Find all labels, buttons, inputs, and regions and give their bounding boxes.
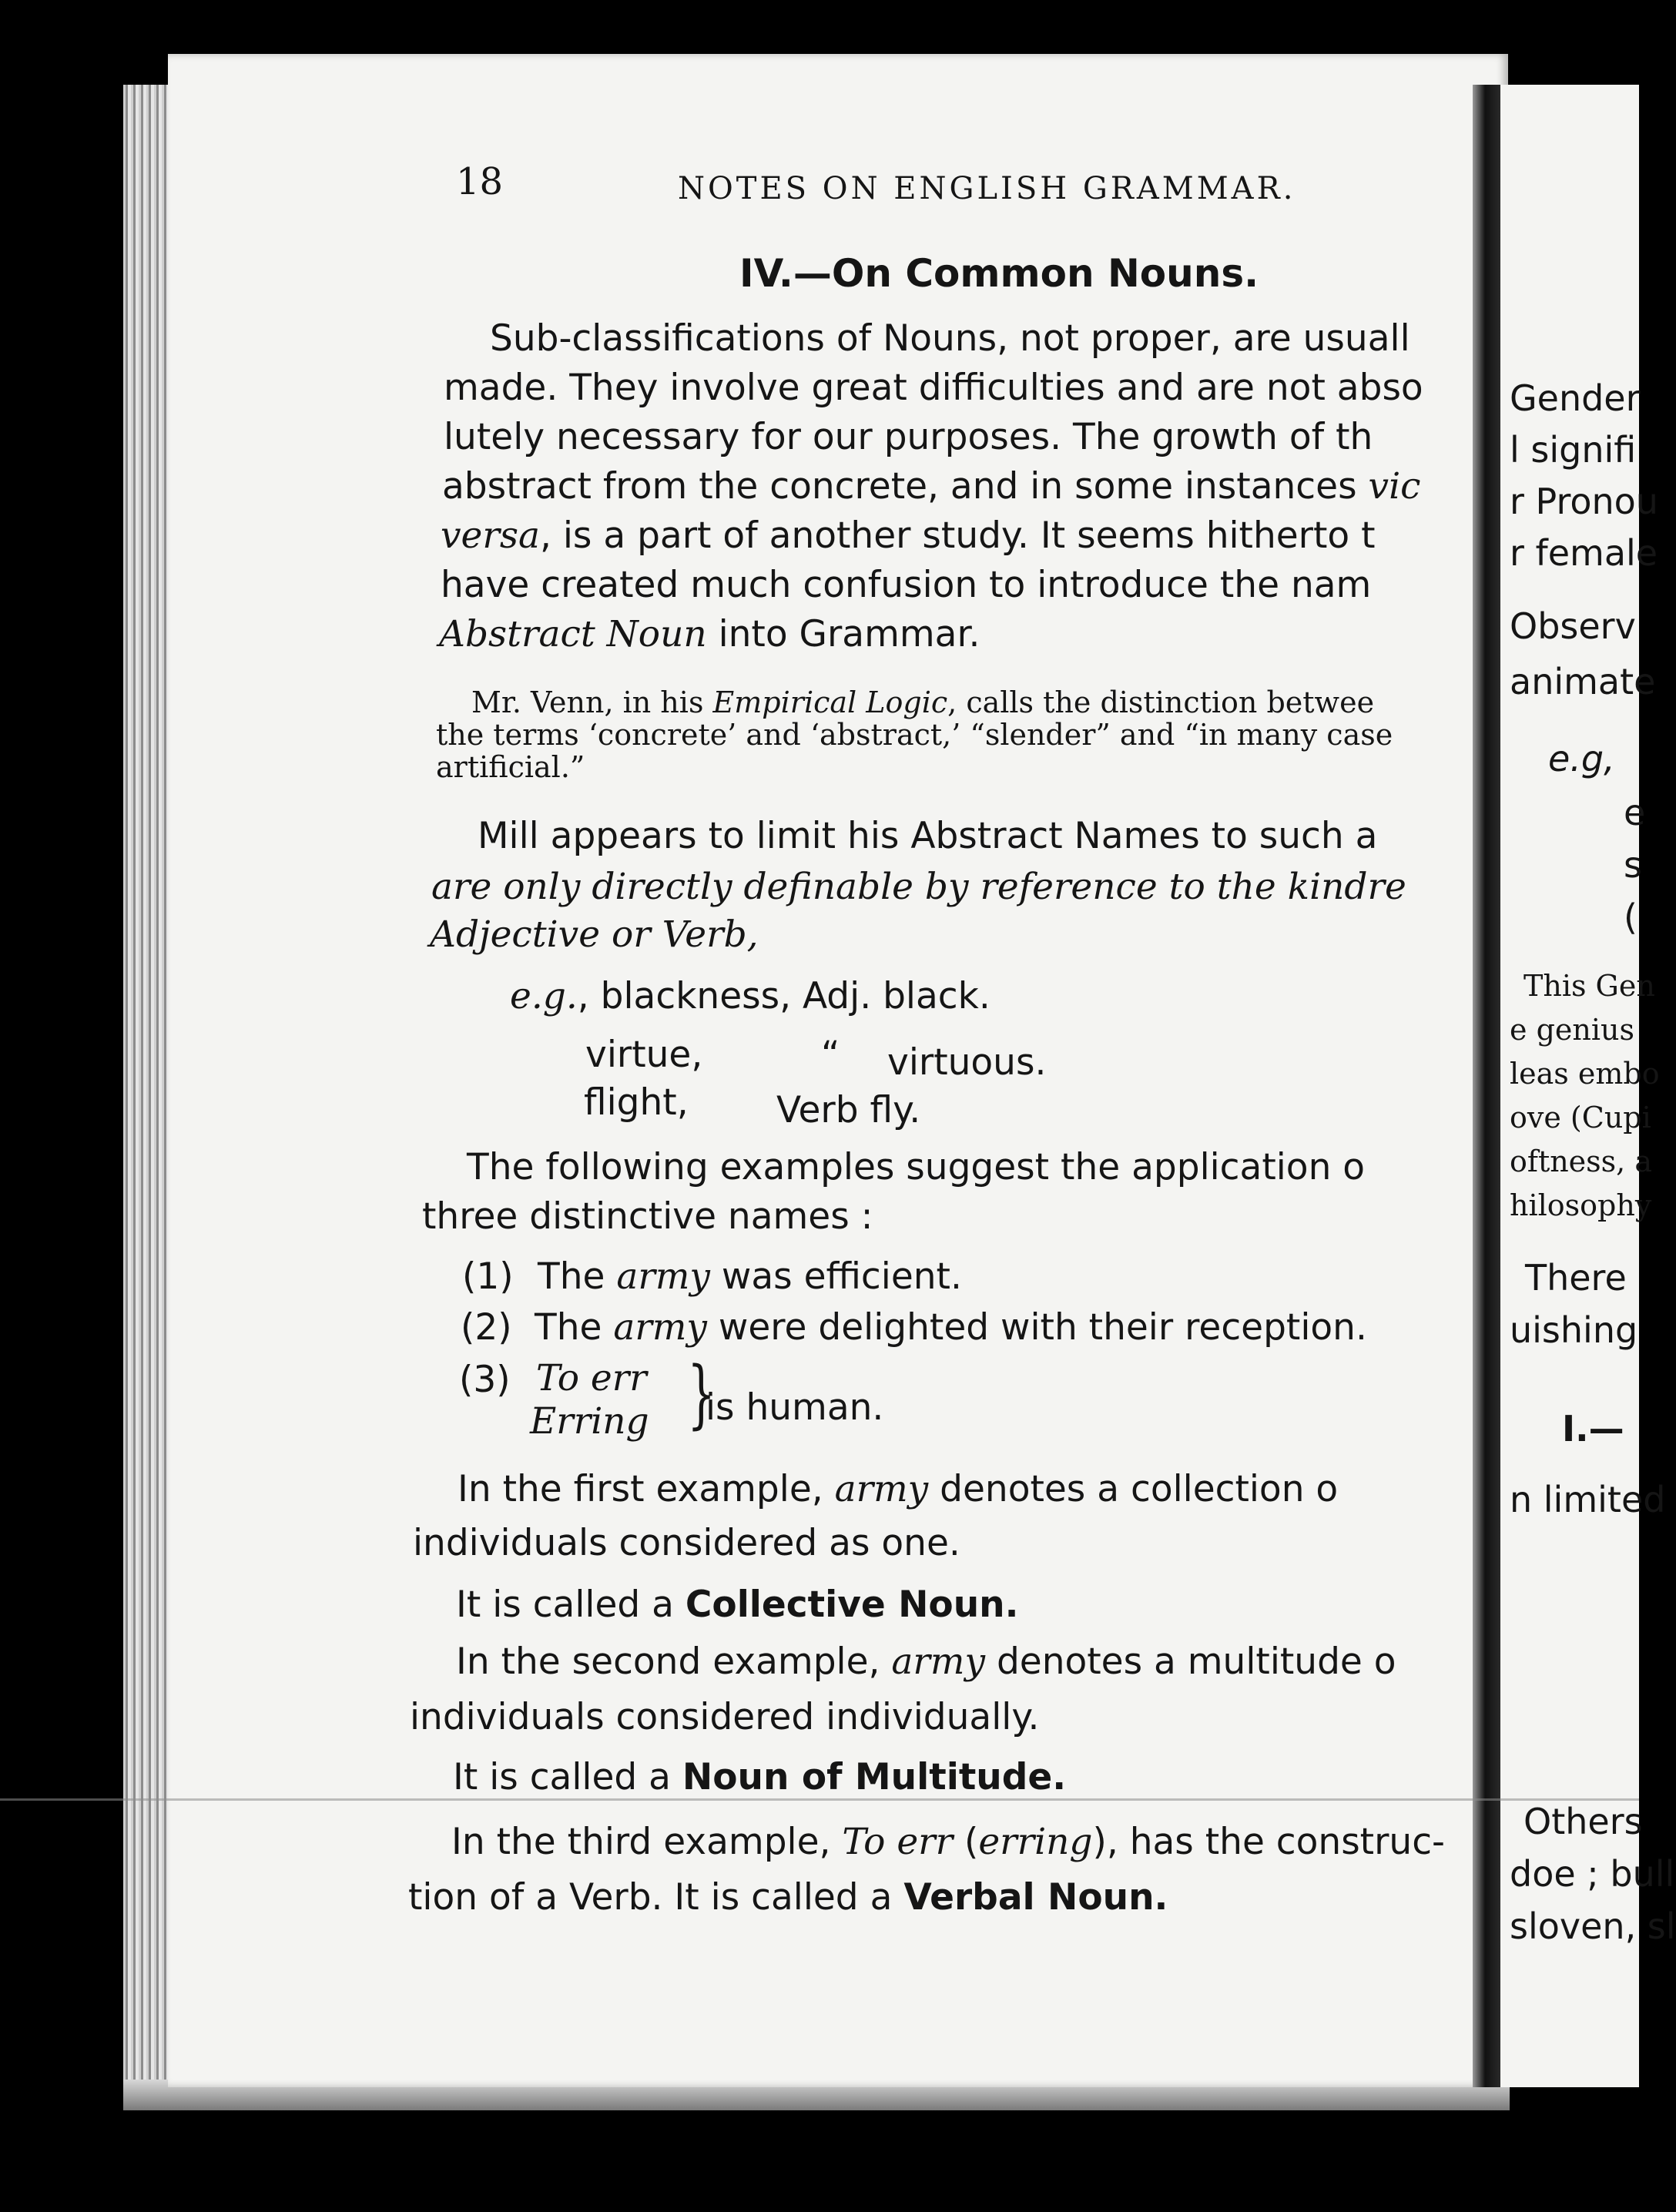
paragraph-line: abstract from the concrete, and in some instances vic <box>442 465 1421 508</box>
paragraph-line: It is called a Collective Noun. <box>456 1584 1019 1626</box>
paragraph-line: versa, is a part of another study. It seems hitherto t <box>441 514 1376 557</box>
paragraph-line: Adjective or Verb, <box>430 913 759 956</box>
list-item: The army was efficient. <box>538 1255 962 1298</box>
facing-line: n limited <box>1510 1479 1666 1520</box>
paragraph-line: made. They involve great difficulties and are not abso <box>444 367 1423 409</box>
running-title: NOTES ON ENGLISH GRAMMAR. <box>678 171 1296 206</box>
facing-line: This Gen <box>1523 969 1655 1003</box>
facing-line: oftness, a <box>1510 1145 1652 1178</box>
facing-line: leas embo <box>1510 1057 1660 1091</box>
paragraph-line: have created much confusion to introduce the nam <box>441 564 1372 606</box>
facing-line: Observ <box>1510 605 1636 647</box>
list-item: Erring <box>530 1400 649 1443</box>
paragraph-line: Sub-classifications of Nouns, not proper, are usuall <box>490 317 1410 360</box>
paragraph-line: The following examples suggest the application o <box>467 1146 1366 1188</box>
facing-line: ( <box>1624 897 1637 938</box>
example-word: virtuous. <box>887 1041 1047 1084</box>
facing-line: r female <box>1510 532 1658 574</box>
facing-line: r Pronou <box>1510 481 1658 522</box>
paragraph-line: individuals considered individually. <box>410 1696 1040 1738</box>
paragraph-line: three distinctive names : <box>422 1195 873 1238</box>
paragraph-line: In the third example, To err (erring), has the construc- <box>451 1821 1446 1863</box>
section-heading: IV.—On Common Nouns. <box>739 251 1259 296</box>
example-word: Verb fly. <box>776 1089 921 1131</box>
list-item: The army were delighted with their reception. <box>535 1306 1367 1349</box>
list-number: (1) <box>462 1255 514 1298</box>
facing-line: hilosophy <box>1510 1188 1652 1222</box>
facing-line: e genius <box>1510 1013 1634 1047</box>
facing-line: uishing <box>1510 1309 1638 1351</box>
facing-line: ove (Cupi <box>1510 1101 1651 1134</box>
facing-line: Gender <box>1510 377 1641 419</box>
paragraph-line: individuals considered as one. <box>413 1522 960 1564</box>
facing-line: sloven, sl <box>1510 1905 1676 1947</box>
facing-line: e.g, <box>1548 738 1615 779</box>
facing-line: Others <box>1523 1801 1643 1842</box>
facing-line: animate <box>1510 661 1656 702</box>
note-line: Mr. Venn, in his Empirical Logic, calls the distinction betwee <box>471 685 1375 719</box>
paragraph-line: In the first example, army denotes a collection o <box>458 1468 1339 1510</box>
book-gutter <box>1473 85 1500 2087</box>
facing-line: There <box>1525 1257 1627 1299</box>
paragraph-line: Abstract Noun into Grammar. <box>439 613 980 655</box>
list-item: To err <box>536 1357 647 1399</box>
list-number: (3) <box>459 1359 511 1401</box>
facing-line: l signifi <box>1510 429 1637 471</box>
example-word: virtue, <box>585 1034 703 1076</box>
paragraph-line: lutely necessary for our purposes. The growth of th <box>444 416 1373 458</box>
paragraph-line: Mill appears to limit his Abstract Names to such a <box>478 815 1378 857</box>
facing-line: s <box>1624 844 1642 886</box>
list-item: is human. <box>706 1386 884 1429</box>
brace-mark: } <box>687 1351 716 1437</box>
ditto-mark: “ <box>821 1034 840 1076</box>
facing-page <box>1500 85 1676 2087</box>
facing-line: I.— <box>1562 1408 1624 1450</box>
page-number: 18 <box>456 160 504 203</box>
example-row: e.g., blackness, Adj. black. <box>510 975 991 1017</box>
note-line: artificial.” <box>436 750 585 784</box>
facing-line: e <box>1624 792 1646 833</box>
scan-artifact-line <box>0 1798 1639 1801</box>
list-number: (2) <box>461 1306 512 1349</box>
example-word: flight, <box>584 1081 689 1124</box>
note-line: the terms ‘concrete’ and ‘abstract,’ “slender” and “in many case <box>436 718 1393 752</box>
paragraph-line: are only directly definable by reference to the kindre <box>431 866 1406 908</box>
paragraph-line: It is called a Noun of Multitude. <box>453 1756 1067 1798</box>
page-stack-edge <box>123 85 169 2095</box>
facing-line: doe ; bull <box>1510 1853 1675 1895</box>
paragraph-line: In the second example, army denotes a multitude o <box>456 1641 1396 1683</box>
paragraph-line: tion of a Verb. It is called a Verbal Noun. <box>408 1876 1168 1919</box>
